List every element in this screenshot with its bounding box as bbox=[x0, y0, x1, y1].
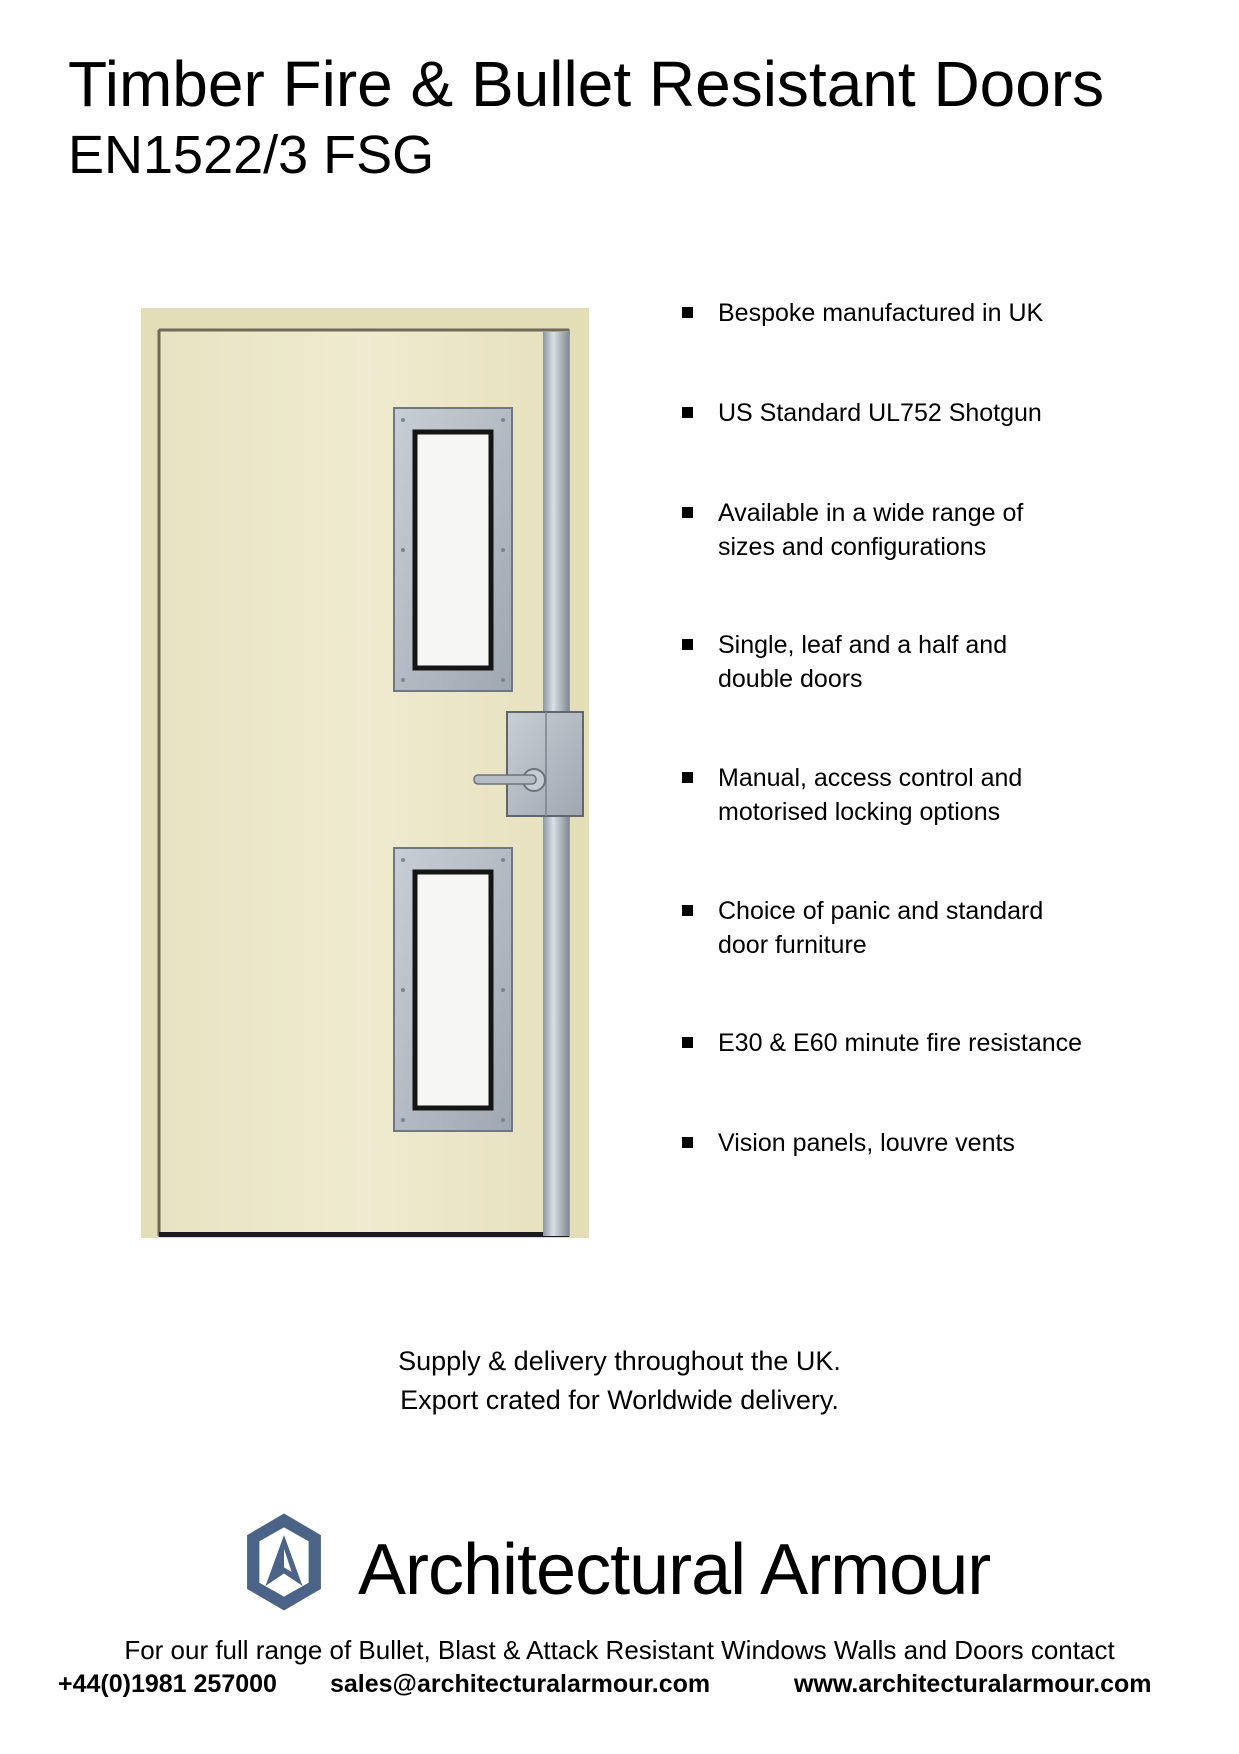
feature-item bbox=[682, 296, 1158, 330]
vision-panel-lower bbox=[394, 848, 512, 1131]
vision-panel-upper bbox=[394, 408, 512, 691]
feature-item bbox=[682, 761, 1158, 829]
door-threshold bbox=[159, 1232, 569, 1237]
brand-name: Architectural Armour bbox=[358, 1530, 991, 1610]
hexagon-a-logo-icon bbox=[234, 1512, 334, 1612]
feature-item bbox=[682, 894, 1158, 962]
page-subtitle: EN1522/3 FSG bbox=[68, 125, 435, 185]
lock-case bbox=[507, 712, 583, 816]
square-bullet-icon bbox=[682, 307, 693, 318]
square-bullet-icon bbox=[682, 772, 693, 783]
feature-item bbox=[682, 628, 1158, 696]
feature-text: Bespoke manufactured in UK bbox=[718, 299, 1044, 327]
door-illustration bbox=[141, 308, 589, 1238]
delivery-line-2: Export crated for Worldwide delivery. bbox=[400, 1385, 839, 1415]
website-link[interactable]: www.architecturalarmour.com bbox=[794, 1670, 1152, 1698]
phone-link[interactable]: +44(0)1981 257000 bbox=[58, 1670, 277, 1698]
feature-item bbox=[682, 396, 1158, 430]
feature-text: Choice of panic and standard door furniture bbox=[718, 897, 1044, 959]
square-bullet-icon bbox=[682, 1137, 693, 1148]
feature-item bbox=[682, 1026, 1158, 1060]
square-bullet-icon bbox=[682, 639, 693, 650]
feature-text: Manual, access control and motorised locking options bbox=[718, 764, 1023, 826]
square-bullet-icon bbox=[682, 407, 693, 418]
email-link[interactable]: sales@architecturalarmour.com bbox=[330, 1670, 711, 1698]
feature-item bbox=[682, 496, 1158, 564]
square-bullet-icon bbox=[682, 1037, 693, 1048]
delivery-line-1: Supply & delivery throughout the UK. bbox=[398, 1346, 841, 1376]
square-bullet-icon bbox=[682, 507, 693, 518]
feature-text: US Standard UL752 Shotgun bbox=[718, 399, 1042, 427]
footer-tagline: For our full range of Bullet, Blast & Attack Resistant Windows Walls and Doors contact bbox=[124, 1635, 1115, 1665]
feature-text: Vision panels, louvre vents bbox=[718, 1129, 1015, 1157]
feature-text: Available in a wide range of sizes and configurations bbox=[718, 499, 1024, 561]
feature-text: Single, leaf and a half and double doors bbox=[718, 631, 1008, 693]
square-bullet-icon bbox=[682, 905, 693, 916]
page-title: Timber Fire & Bullet Resistant Doors bbox=[68, 48, 1105, 120]
feature-text: E30 & E60 minute fire resistance bbox=[718, 1029, 1083, 1057]
feature-item bbox=[682, 1126, 1158, 1160]
